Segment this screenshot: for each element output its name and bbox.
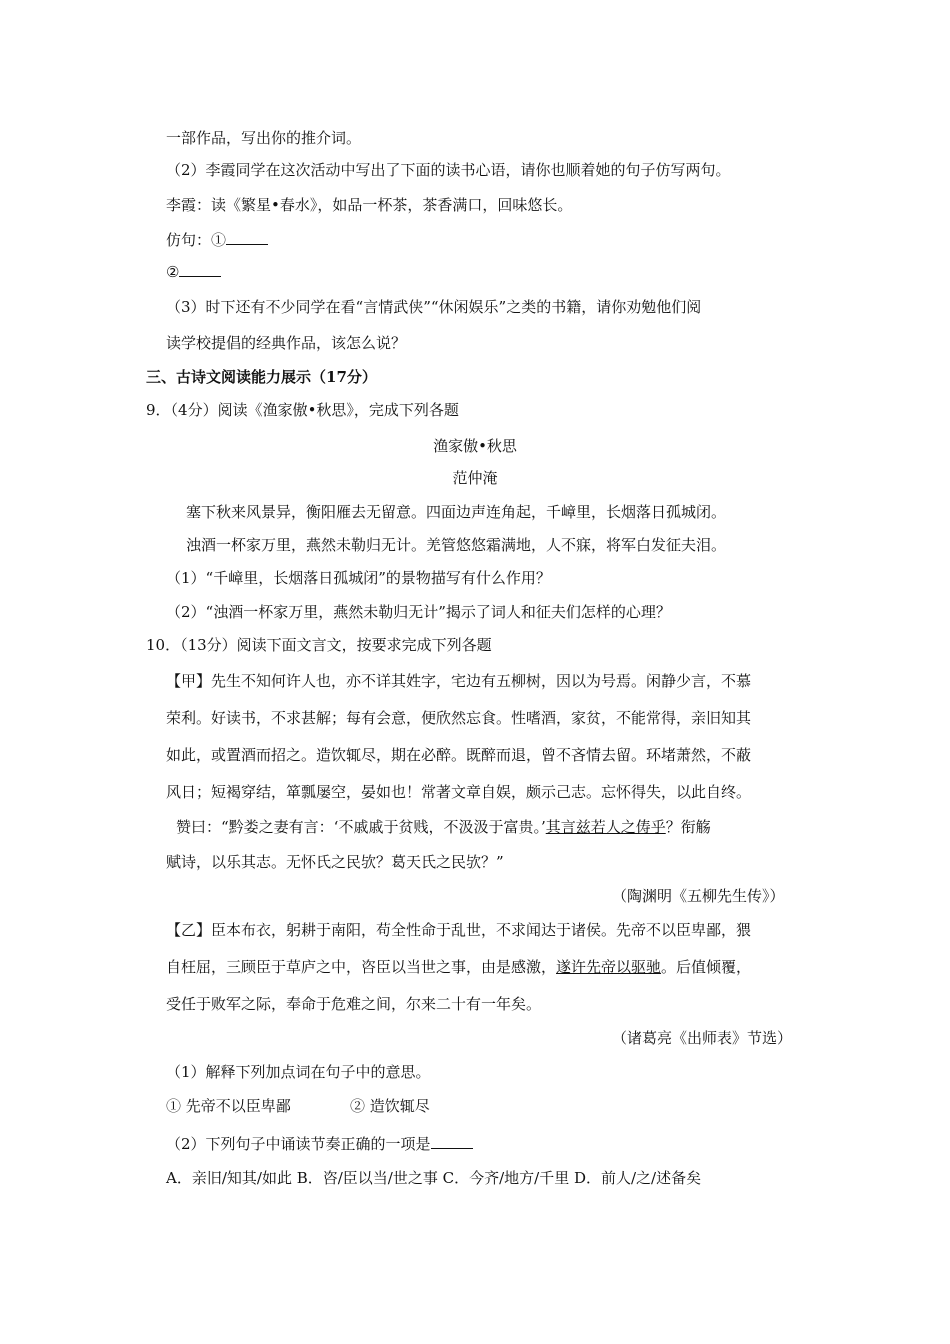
label: ②: [166, 263, 180, 281]
label: 仿句：①: [166, 231, 227, 249]
question-8-2: （2）李霞同学在这次活动中写出了下面的读书心语，请你也顺着她的句子仿写两句。: [166, 161, 731, 179]
passage-yi: 【乙】臣本布衣，躬耕于南阳，苟全性命于乱世，不求闻达于诸侯。先帝不以臣卑鄙，猥: [166, 921, 752, 939]
question-10-1: （1）解释下列加点词在句子中的意思。: [166, 1063, 431, 1081]
answer-blank: [226, 230, 268, 245]
source-citation: （陶渊明《五柳先生传》）: [612, 887, 785, 905]
passage-yi: [166, 957, 751, 977]
underlined-sentence: 遂许先帝以驱驰: [556, 958, 662, 976]
example-sentence: 李霞：读《繁星•春水》，如品一杯茶，茶香满口，回味悠长。: [166, 196, 573, 214]
question-10-2: [166, 1134, 473, 1154]
poem-author: 范仲淹: [452, 469, 498, 487]
passage-jia: 如此，或置酒而招之。造饮辄尽，期在必醉。既醉而退，曾不吝情去留。环堵萧然，不蔽: [166, 746, 752, 764]
passage-jia: 荣利。好读书，不求甚解；每有会意，便欣然忘食。性嗜酒，家贫，不能常得，亲旧知其: [166, 709, 752, 727]
poem-line: 塞下秋来风景异，衡阳雁去无留意。四面边声连角起，千嶂里，长烟落日孤城闭。: [186, 503, 727, 521]
text: ？衔觞: [665, 818, 711, 836]
text: 自枉屈，三顾臣于草庐之中，咨臣以当世之事，由是感激，: [166, 958, 557, 976]
answer-options: A．亲旧/知其/如此 B．咨/臣以当/世之事 C．今齐/地方/千里 D．前人/之/述备矣: [166, 1169, 702, 1187]
text: 。后值倾覆，: [661, 958, 752, 976]
answer-blank: [431, 1134, 473, 1149]
poem-title: 渔家傲•秋思: [433, 437, 517, 455]
text-line: 一部作品，写出你的推介词。: [166, 129, 362, 147]
passage-jia: 【甲】先生不知何许人也，亦不详其姓字，宅边有五柳树，因以为号焉。闲静少言，不慕: [166, 672, 752, 690]
passage-jia: [176, 817, 711, 837]
imitation-line-2: [166, 262, 221, 282]
question-9-1: （1）“千嶂里，长烟落日孤城闭”的景物描写有什么作用？: [166, 569, 551, 587]
answer-blank: [179, 262, 221, 277]
passage-yi: 受任于败军之际，奉命于危难之间，尔来二十有一年矣。: [166, 995, 542, 1013]
imitation-line-1: [166, 230, 268, 250]
question-8-3: （3）时下还有不少同学在看“言情武侠”“休闲娱乐”之类的书籍，请你劝勉他们阅: [166, 298, 702, 316]
text-line: 读学校提倡的经典作品，该怎么说？: [166, 334, 407, 352]
poem-line: 浊酒一杯家万里，燕然未勒归无计。羌管悠悠霜满地，人不寐，将军白发征夫泪。: [186, 536, 727, 554]
text: 赞曰：“黔娄之妻有言：‘不戚戚于贫贱，不汲汲于富贵。’: [176, 818, 546, 836]
passage-jia: 赋诗，以乐其志。无怀氏之民欤？葛天氏之民欤？”: [166, 853, 504, 871]
question-9-2: （2）“浊酒一杯家万里，燕然未勒归无计”揭示了词人和征夫们怎样的心理？: [166, 603, 671, 621]
section-heading: 三、古诗文阅读能力展示（17分）: [146, 368, 377, 386]
source-citation: （诸葛亮《出师表》节选）: [612, 1029, 793, 1047]
question-9: 9．（4分）阅读《渔家傲•秋思》，完成下列各题: [146, 401, 459, 419]
sub-item: ② 造饮辄尽: [350, 1097, 430, 1115]
question-10: 10．（13分）阅读下面文言文，按要求完成下列各题: [146, 636, 492, 654]
text: （2）下列句子中诵读节奏正确的一项是: [166, 1135, 431, 1153]
underlined-sentence: 其言兹若人之俦乎: [545, 818, 666, 836]
sub-item: ① 先帝不以臣卑鄙: [166, 1097, 291, 1115]
passage-jia: 风日；短褐穿结，箪瓢屡空，晏如也！常著文章自娱，颇示己志。忘怀得失，以此自终。: [166, 783, 752, 801]
